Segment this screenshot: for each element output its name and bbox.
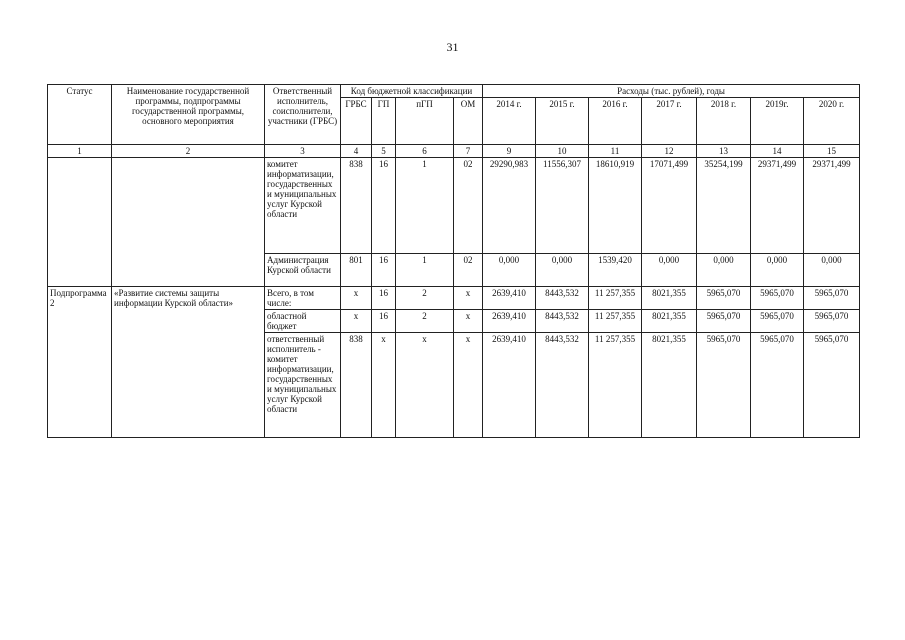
responsible-cell: областной бюджет [265, 310, 341, 333]
header-year: 2018 г. [697, 98, 751, 145]
column-number: 9 [483, 145, 536, 158]
header-year: 2016 г. [589, 98, 642, 145]
status-cell [48, 158, 112, 287]
value-cell: 8021,355 [642, 287, 697, 310]
header-year: 2019г. [751, 98, 804, 145]
value-cell: 5965,070 [804, 333, 860, 438]
header-responsible: Ответственный исполнитель, соисполнители, участники (ГРБС) [265, 85, 341, 145]
value-cell: 11556,307 [536, 158, 589, 254]
value-cell: 5965,070 [804, 310, 860, 333]
om-cell: 02 [454, 254, 483, 287]
om-cell: х [454, 333, 483, 438]
value-cell: 2639,410 [483, 310, 536, 333]
column-number: 4 [341, 145, 372, 158]
value-cell: 2639,410 [483, 333, 536, 438]
column-number: 2 [112, 145, 265, 158]
value-cell: 29371,499 [751, 158, 804, 254]
column-number: 14 [751, 145, 804, 158]
header-year: 2017 г. [642, 98, 697, 145]
column-number-row [48, 145, 860, 158]
value-cell: 5965,070 [697, 310, 751, 333]
grbs-cell: 801 [341, 254, 372, 287]
header-pgp: пГП [396, 98, 454, 145]
name-cell: «Развитие системы защиты информации Курской области» [112, 287, 265, 438]
gp-cell: 16 [372, 254, 396, 287]
value-cell: 0,000 [697, 254, 751, 287]
grbs-cell: 838 [341, 333, 372, 438]
value-cell: 35254,199 [697, 158, 751, 254]
value-cell: 11 257,355 [589, 333, 642, 438]
value-cell: 29290,983 [483, 158, 536, 254]
header-gp: ГП [372, 98, 396, 145]
pgp-cell: 2 [396, 287, 454, 310]
gp-cell: 16 [372, 287, 396, 310]
table-row [48, 158, 860, 254]
responsible-cell: ответственный исполнитель - комитет информатизации, государственных и муниципальных услуг Курской области [265, 333, 341, 438]
column-number: 10 [536, 145, 589, 158]
responsible-cell: Администрация Курской области [265, 254, 341, 287]
value-cell: 0,000 [642, 254, 697, 287]
grbs-cell: х [341, 310, 372, 333]
pgp-cell: х [396, 333, 454, 438]
column-number: 1 [48, 145, 112, 158]
column-number: 11 [589, 145, 642, 158]
name-cell [112, 158, 265, 287]
value-cell: 5965,070 [697, 333, 751, 438]
value-cell: 29371,499 [804, 158, 860, 254]
value-cell: 8443,532 [536, 287, 589, 310]
column-number: 7 [454, 145, 483, 158]
value-cell: 5965,070 [804, 287, 860, 310]
header-status: Статус [48, 85, 112, 145]
value-cell: 5965,070 [751, 287, 804, 310]
column-number: 3 [265, 145, 341, 158]
column-number: 15 [804, 145, 860, 158]
column-number: 5 [372, 145, 396, 158]
column-number: 13 [697, 145, 751, 158]
value-cell: 1539,420 [589, 254, 642, 287]
value-cell: 11 257,355 [589, 287, 642, 310]
grbs-cell: 838 [341, 158, 372, 254]
value-cell: 0,000 [483, 254, 536, 287]
page-number: 31 [446, 40, 459, 54]
grbs-cell: х [341, 287, 372, 310]
value-cell: 8021,355 [642, 333, 697, 438]
header-name: Наименование государственной программы, подпрограммы государственной программы, основного мероприятия [112, 85, 265, 145]
responsible-cell: Всего, в том числе: [265, 287, 341, 310]
column-number: 6 [396, 145, 454, 158]
value-cell: 17071,499 [642, 158, 697, 254]
header-year: 2014 г. [483, 98, 536, 145]
responsible-cell: комитет информатизации, государственных и муниципальных услуг Курской области [265, 158, 341, 254]
header-expenses: Расходы (тыс. рублей), годы [483, 85, 860, 98]
value-cell: 0,000 [751, 254, 804, 287]
value-cell: 8443,532 [536, 333, 589, 438]
value-cell: 0,000 [536, 254, 589, 287]
value-cell: 0,000 [804, 254, 860, 287]
value-cell: 8443,532 [536, 310, 589, 333]
value-cell: 5965,070 [697, 287, 751, 310]
gp-cell: 16 [372, 158, 396, 254]
value-cell: 2639,410 [483, 287, 536, 310]
header-year: 2020 г. [804, 98, 860, 145]
value-cell: 5965,070 [751, 333, 804, 438]
om-cell: х [454, 310, 483, 333]
header-year: 2015 г. [536, 98, 589, 145]
om-cell: 02 [454, 158, 483, 254]
header-grbs: ГРБС [341, 98, 372, 145]
pgp-cell: 1 [396, 158, 454, 254]
pgp-cell: 2 [396, 310, 454, 333]
header-budget-code: Код бюджетной классификации [341, 85, 483, 98]
value-cell: 11 257,355 [589, 310, 642, 333]
value-cell: 18610,919 [589, 158, 642, 254]
status-cell: Подпрограмма 2 [48, 287, 112, 438]
header-om: ОМ [454, 98, 483, 145]
value-cell: 8021,355 [642, 310, 697, 333]
pgp-cell: 1 [396, 254, 454, 287]
budget-expenses-table [47, 84, 860, 438]
gp-cell: х [372, 333, 396, 438]
gp-cell: 16 [372, 310, 396, 333]
om-cell: х [454, 287, 483, 310]
table-row [48, 287, 860, 310]
column-number: 12 [642, 145, 697, 158]
value-cell: 5965,070 [751, 310, 804, 333]
